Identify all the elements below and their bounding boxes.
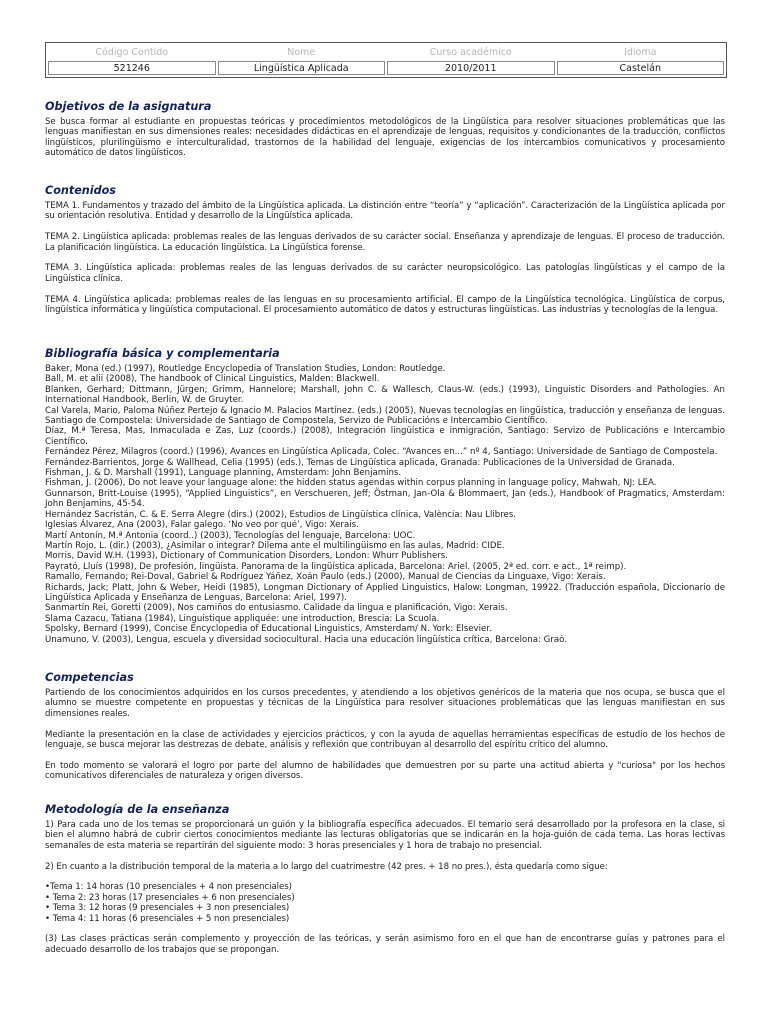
tema-2-text: TEMA 2. Lingüística aplicada: problemas reales de las lenguas derivados de su carácter social. Enseñanza y aprendizaje de lenguas. El proceso de traducción. La planificación lingüística. La educación lingüística. La Lingüística forense. [45, 232, 725, 253]
list-item: Iglesias Álvarez, Ana (2003), Falar galego. ‘No veo por qué’, Vigo: Xerais. [45, 520, 359, 531]
cell-codigo: 521246 [48, 61, 216, 75]
list-item: Fishman, J. & D. Marshall (1991), Language planning, Amsterdam: John Benjamins. [45, 468, 402, 479]
tema-4-text: TEMA 4. Lingüística aplicada: problemas reales de las lenguas en su procesamiento artificial. El campo de la Lingüística tecnológica. Lingüística de corpus, lingüística informática y lingüística computacional. El procesamiento automático de datos y estructuras lingüísticas. Las industrias y tecnologías de la lengua. [45, 294, 725, 316]
metodologia-paragraph-1: 1) Para cada uno de los temas se proporcionará un guión y la bibliografía específica adecuados. El temario será desarrollado por la profesora en la clase, si bien el alumno habrá de cubrir ciertos conocimientos mediante las lecturas obligatorias que se indicarán en la hoja-guión de cada tema. Las horas lectivas semanales de esta materia se repartirán del siguiente modo: 3 horas presenciales y 1 hora de trabajo no presencial. [45, 820, 725, 851]
metodologia-paragraph-3: (3) Las clases prácticas serán complemento y proyección de las teóricas, y serán asimismo foro en el que han de encontrarse guías y patrones para el adecuado desarrollo de los trabajos que se propongan. [45, 934, 725, 955]
objetivos-heading: Objetivos de la asignatura [45, 100, 212, 113]
tema-1-text: TEMA 1. Fundamentos y trazado del ámbito de la Lingüística aplicada. La distinción entre “teoría” y “aplicación”. Caracterización de la Lingüística aplicada por su orientación resolutiva. Entidad y desarrollo de la Lingüística aplicada. [45, 201, 725, 222]
list-item: Fernández-Barrientos, Jorge & Wallhead, Celia (1995) (eds.), Temas de Lingüística aplicada, Granada: Publicaciones de la Universidad de Granada. [45, 457, 675, 468]
temas-hours-list [45, 882, 725, 924]
list-item: Slama Cazacu, Tatiana (1984), Linguistique appliquée: une introduction, Brescia: La Scuola. [45, 613, 440, 624]
metodologia-paragraph-2: 2) En cuanto a la distribución temporal de la materia a lo largo del cuatrimestre (42 pres. + 18 no pres.), ésta quedaría como sigue: [45, 861, 608, 872]
list-item: Ball, M. et alii (2008), The handbook of Clinical Linguistics, Malden: Blackwell. [45, 374, 380, 385]
list-item: Hernández Sacristán, C. & E. Serra Alegre (dirs.) (2002), Estudios de Lingüística clínica, València: Nau Llibres. [45, 509, 517, 520]
competencias-paragraph-3: En todo momento se valorará el logro por parte del alumno de habilidades que demuestren por su parte una actitud abierta y "curiosa" por los hechos comunicativos diferenciales de naturaleza y origen diversos. [45, 760, 725, 782]
list-item: Blanken, Gerhard; Dittmann, Jürgen; Grimm, Hannelore; Marshall, John C. & Wallesch, Claus-W. (eds.) (1993), Linguistic Disorders and Pathologies. An International Handbook, Berlin, W. de Gruyter. [45, 384, 725, 406]
list-item: • Tema 3: 12 horas (9 presenciales + 3 non presenciales) [45, 903, 290, 914]
competencias-paragraph-1: Partiendo de los conocimientos adquiridos en los cursos precedentes, y atendiendo a los objetivos genéricos de la materia que nos ocupa, se busca que el alumno se muestre competente en propuestas y técnicas de la Lingüística para resolver situaciones problemáticas que las lenguas manifiestan en sus dimensiones reales. [45, 688, 725, 719]
header-curso: Curso académico [429, 46, 512, 58]
list-item: Martín Rojo, L. (dir.) (2003), ¿Asimilar o integrar? Dilema ante el multilingüismo en las aulas, Madrid: CIDE. [45, 540, 505, 551]
bibliografia-section [45, 347, 725, 645]
contenidos-heading: Contenidos [45, 184, 116, 197]
list-item: Cal Varela, Mario, Paloma Núñez Pertejo & Ignacio M. Palacios Martínez. (eds.) (2005), Nuevas tecnologías en lingüística, traducción y enseñanza de lenguas. Santiago de Compostela: Universidade de Santiago de Compostela, Servizo de Publicacións e Intercambio Científico. [45, 405, 725, 427]
competencias-section [45, 671, 725, 792]
list-item: Ramallo, Fernando; Rei-Doval, Gabriel & Rodríguez Yáñez, Xoán Paulo (eds.) (2000), Manual de Ciencias da Linguaxe, Vigo: Xerais. [45, 572, 606, 583]
cell-idioma: Castelán [557, 61, 725, 75]
info-table-container [45, 42, 727, 78]
list-item: • Tema 4: 11 horas (6 presenciales + 5 non presenciales) [45, 913, 290, 924]
cell-nome: Lingüística Aplicada [218, 61, 386, 75]
header-nome: Nome [287, 46, 316, 58]
list-item: Sanmartín Rei, Goretti (2009), Nos camiños do entusiasmo. Calidade da lingua e planificación, Vigo: Xerais. [45, 603, 508, 614]
table-header-row [48, 45, 724, 59]
list-item: Payrató, Lluís (1998), De profesión, lingüista. Panorama de la lingüística aplicada, Barcelona: Ariel. (2005, 2ª ed. corr. e act., 1ª reimp). [45, 561, 627, 572]
table-row [48, 61, 724, 75]
list-item: • Tema 2: 23 horas (17 presenciales + 6 non presenciales) [45, 892, 295, 903]
contenidos-section [45, 184, 725, 326]
bibliografia-heading: Bibliografía básica y complementaria [45, 347, 280, 360]
bibliography-list [45, 364, 725, 645]
header-codigo: Código Contido [95, 46, 169, 58]
list-item: •Tema 1: 14 horas (10 presenciales + 4 non presenciales) [45, 882, 292, 893]
competencias-heading: Competencias [45, 671, 134, 684]
list-item: Morris, David W.H. (1993), Dictionary of Communication Disorders, London: Whurr Publishers. [45, 551, 448, 562]
metodologia-heading: Metodología de la enseñanza [45, 803, 230, 816]
list-item: Martí Antonín, M.ª Antonia (coord..) (2003), Tecnologías del lenguaje, Barcelona: UOC. [45, 530, 416, 541]
list-item: Fishman, J. (2006), Do not leave your language alone: the hidden status agendas within corpus planning in language policy, Mahwah, NJ: LEA. [45, 478, 657, 489]
objetivos-section [45, 100, 725, 159]
metodologia-section [45, 803, 725, 966]
course-info-table [45, 42, 727, 78]
objetivos-text: Se busca formar al estudiante en propuestas teóricas y procedimientos metodológicos de la Lingüística para resolver situaciones problemáticas que las lenguas manifiestan en sus dimensiones reales: necesidades didácticas en el aprendizaje de lenguas, requisitos y condicionantes de la traducción, conflictos lingüísticos, plurilingüismo e interculturalidad, trastornos de la habilidad del lenguaje, exigencias de los intercambios comunicativos y procesamiento automático de datos lingüísticos. [45, 117, 725, 159]
list-item: Richards, Jack; Platt, John & Weber, Heidi (1985), Longman Dictionary of Applied Linguistics, Halow: Longman, 19922. (Traducción española, Diccionario de Lingüística Aplicada y Enseñanza de Lenguas, Barcelona: Ariel, 1997). [45, 582, 725, 603]
list-item: Spolsky, Bernard (1999), Concise Encyclopedia of Educational Linguistics, Amsterdam/ N. York: Elsevier. [45, 624, 492, 635]
list-item: Díaz, M.ª Teresa, Mas, Inmaculada e Zas, Luz (coords.) (2008), Integración lingüística e inmigración, Santiago: Servizo de Publicacións e Intercambio Científico. [45, 426, 725, 447]
list-item: Gunnarson, Britt-Louise (1995), “Applied Linguistics”, en Verschueren, Jeff; Östman, Jan-Ola & Blommaert, Jan (eds.), Handbook of Pragmatics, Amsterdam: John Benjamins, 45-54. [45, 488, 725, 510]
competencias-paragraph-2: Mediante la presentación en la clase de actividades y ejercicios prácticos, y con la ayuda de aquellas herramientas específicas de estudio de los hechos de lenguaje, se busca mejorar las destrezas de debate, análisis y reflexión que contribuyan al desarrollo del espíritu crítico del alumno. [45, 729, 725, 751]
tema-3-text: TEMA 3. Lingüística aplicada: problemas reales de las lenguas derivados de su carácter neuropsicológico. Las patologías lingüísticas y el campo de la Lingüística clínica. [45, 263, 725, 284]
list-item: Fernández Pérez, Milagros (coord.) (1996), Avances en Lingüística Aplicada, Colec. “Avances en...” nº 4, Santiago: Universidade de Santiago de Compostela. [45, 447, 718, 458]
header-idioma: Idioma [624, 46, 657, 58]
list-item: Unamuno, V. (2003), Lengua, escuela y diversidad sociocultural. Hacia una educación lingüística crítica, Barcelona: Graò. [45, 634, 567, 645]
cell-curso: 2010/2011 [387, 61, 555, 75]
list-item: Baker, Mona (ed.) (1997), Routledge Encyclopedia of Translation Studies, London: Routledge. [45, 364, 446, 374]
